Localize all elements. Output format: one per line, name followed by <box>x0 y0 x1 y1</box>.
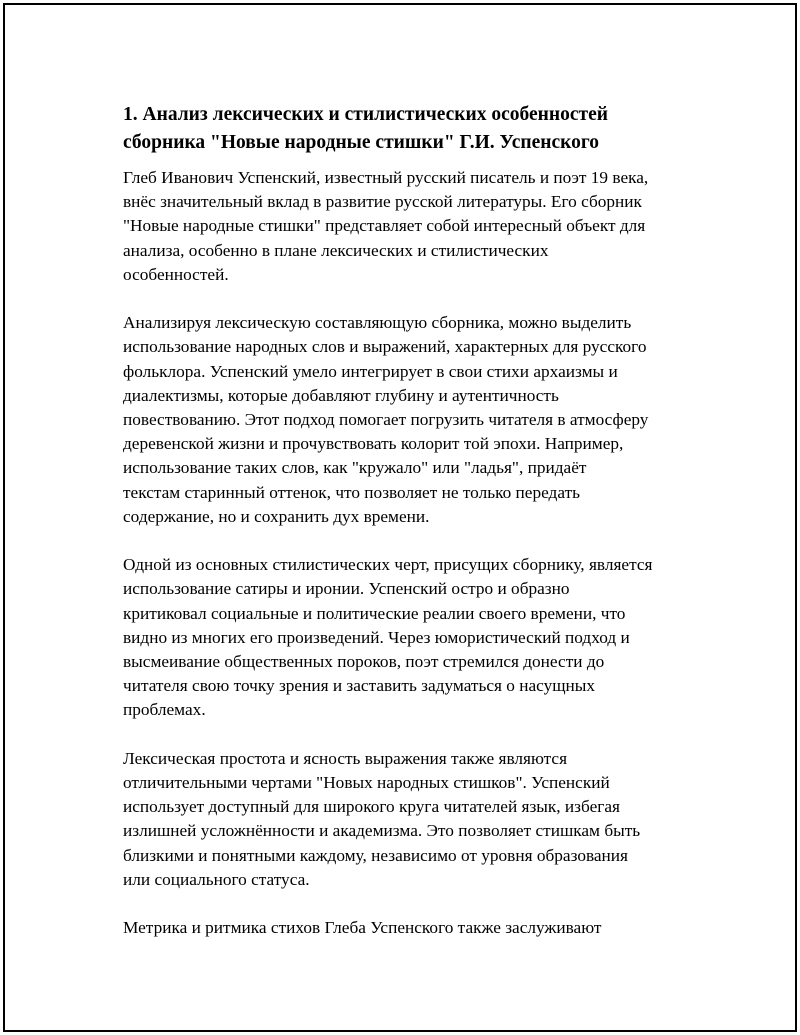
paragraph-lexical <box>123 311 693 529</box>
text-line: Метрика и ритмика стихов Глеба Успенского также заслуживают <box>123 918 602 938</box>
section-heading <box>123 101 693 157</box>
paragraph-intro <box>123 166 693 287</box>
heading-line: сборника "Новые народные стишки" Г.И. Успенского <box>123 132 600 153</box>
text-line: высмеивание общественных пороков, поэт стремился донести до <box>123 652 605 672</box>
paragraph-simplicity <box>123 747 693 892</box>
text-line: отличительными чертами "Новых народных стишков". Успенский <box>123 773 610 793</box>
text-line: Глеб Иванович Успенский, известный русский писатель и поэт 19 века, <box>123 168 649 187</box>
text-line: Лексическая простота и ясность выражения также являются <box>123 748 568 768</box>
text-line: Анализируя лексическую составляющую сборника, можно выделить <box>123 313 632 333</box>
paragraph-metrics <box>123 916 693 940</box>
text-line: диалектизмы, которые добавляют глубину и аутентичность <box>123 385 559 405</box>
text-line: повествованию. Этот подход помогает погрузить читателя в атмосферу <box>123 410 649 430</box>
paragraph-stylistic <box>123 553 693 722</box>
text-line: излишней усложнённости и академизма. Это позволяет стишкам быть <box>123 821 641 841</box>
text-line: содержание, но и сохранить дух времени. <box>123 506 430 526</box>
text-line: анализа, особенно в плане лексических и стилистических <box>123 240 549 260</box>
text-line: использует доступный для широкого круга читателей язык, избегая <box>123 797 620 817</box>
heading-line: 1. Анализ лексических и стилистических особенностей <box>123 104 609 125</box>
text-line: особенностей. <box>123 264 229 284</box>
text-line: или социального статуса. <box>123 869 310 889</box>
text-line: использование сатиры и иронии. Успенский остро и образно <box>123 579 570 599</box>
text-line: использование таких слов, как "кружало" или "ладья", придаёт <box>123 458 587 478</box>
text-line: деревенской жизни и прочувствовать колорит той эпохи. Например, <box>123 434 624 454</box>
text-line: читателя свою точку зрения и заставить задуматься о насущных <box>123 676 596 696</box>
text-line: текстам старинный оттенок, что позволяет не только передать <box>123 482 580 502</box>
text-line: критиковал социальные и политические реалии своего времени, что <box>123 603 626 623</box>
text-line: внёс значительный вклад в развитие русской литературы. Его сборник <box>123 192 642 212</box>
page-frame <box>3 3 797 1032</box>
text-line: фольклора. Успенский умело интегрирует в свои стихи архаизмы и <box>123 361 618 381</box>
text-line: видно из многих его произведений. Через юмористический подход и <box>123 627 630 647</box>
text-line: проблемах. <box>123 700 206 720</box>
document-body <box>123 101 693 965</box>
text-line: "Новые народные стишки" представляет собой интересный объект для <box>123 216 646 236</box>
text-line: использование народных слов и выражений, характерных для русского <box>123 337 647 357</box>
text-line: Одной из основных стилистических черт, присущих сборнику, является <box>123 555 653 575</box>
text-line: близкими и понятными каждому, независимо от уровня образования <box>123 845 629 865</box>
